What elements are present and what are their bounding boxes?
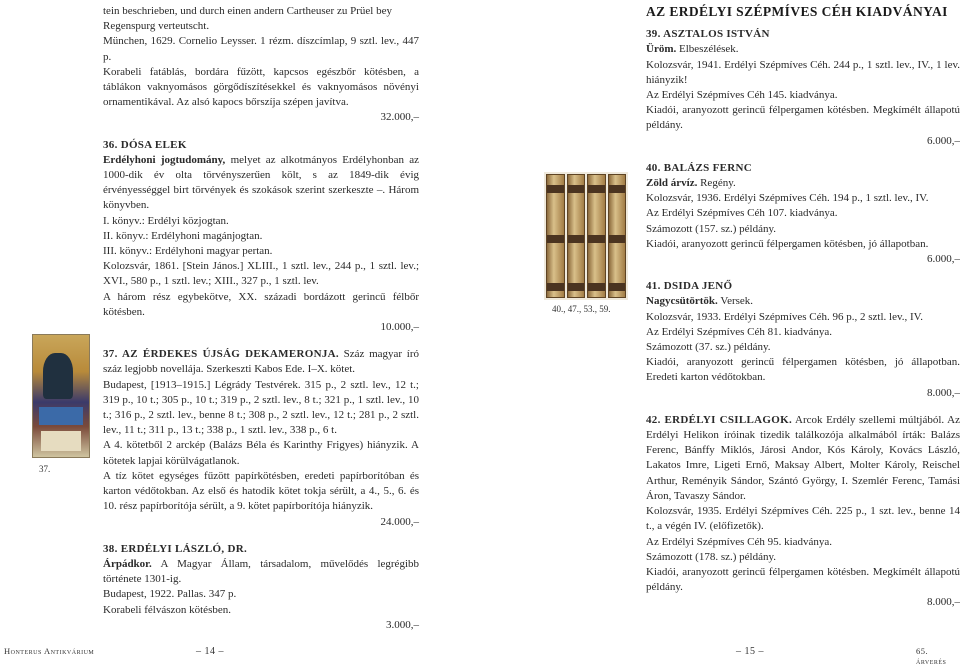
footer-auction: 65. árverés	[916, 646, 947, 666]
catalog-entry	[646, 413, 960, 611]
section-header: AZ ERDÉLYI SZÉPMÍVES CÉH KIADVÁNYAI	[646, 4, 948, 19]
entry-line: Budapest, [1913–1915.] Légrády Testvérek. 315 p., 2 sztl. lev., 12 t.; 319 p., 10 t.; 305 p., 10 t.; 319 p., 2 sztl. lev., 8 t.; 321 p., 1 sztl. lev., 10 t.; 316 p., 2 sztl. lev., benne 8 t.; 308 p., 2 sztl. lev., 12 t.; 281 p., 2 sztl. lev., 11 t.; 311 p., 13 t.; 338 p., 1 sztl. lev., 338 p., 6 t.	[103, 378, 419, 437]
entry-title: Nagycsütörtök.	[646, 295, 718, 308]
entry-line: III. könyv.: Erdélyhoni magyar pertan.	[103, 245, 273, 258]
footer-brand: Honterus Antikvárium	[4, 646, 95, 656]
entry-line: Számozott (37. sz.) példány.	[646, 341, 771, 354]
entry-line: Versek.	[720, 295, 754, 308]
entry-line: Az Erdélyi Szépmíves Céh 81. kiadványa.	[646, 325, 833, 338]
entry-line: Az Erdélyi Szépmíves Céh 95. kiadványa.	[646, 535, 833, 548]
entry-number: 38. ERDÉLYI LÁSZLÓ, DR.	[103, 542, 248, 555]
price: 6.000,–	[927, 253, 960, 266]
book-spine	[546, 174, 565, 298]
price: 3.000,–	[386, 618, 419, 631]
entry-title: Üröm.	[646, 43, 677, 56]
cover-band	[39, 407, 83, 425]
entry-line: Regény.	[700, 177, 736, 190]
intro-line: München, 1629. Cornelio Leysser. 1 rézm. díszcímlap, 9 sztl. lev., 447 p.	[103, 35, 419, 63]
entry-number: 41. DSIDA JENŐ	[646, 280, 733, 293]
books-photo	[544, 172, 628, 300]
price: 6.000,–	[927, 134, 960, 147]
intro-line: tein beschrieben, und durch einen andern Cartheuser zu Prüel bey	[103, 5, 392, 17]
intro-line: Regenspurg verteutscht.	[103, 20, 210, 33]
entry-line: A 4. kötetből 2 arckép (Balázs Béla és Karinthy Frigyes) hiányzik. A kötetek lapjai körülvágatlanok.	[103, 439, 419, 467]
right-column	[646, 4, 960, 611]
left-page	[0, 0, 480, 658]
entry-line: A három rész egybekötve, XX. századi bordázott gerincű félbőr kötésben.	[103, 290, 419, 318]
entry-line: Száz magyar író száz legjobb novellája. Szerkeszti Kabos Ede. I–X. kötet.	[103, 348, 419, 376]
left-column	[103, 4, 419, 633]
page-number: – 14 –	[196, 646, 224, 657]
entry-line: Számozott (157. sz.) példány.	[646, 222, 777, 235]
photo-caption: 37.	[39, 464, 51, 474]
catalog-entry	[646, 161, 960, 267]
catalog-entry	[646, 27, 960, 149]
catalog-entry	[646, 279, 960, 401]
entry-line: Kolozsvár, 1941. Erdélyi Szépmíves Céh. 244 p., 1 sztl. lev., IV., 1 lev. hiányzik!	[646, 58, 960, 86]
entry-number: 40. BALÁZS FERNC	[646, 161, 752, 174]
book-spine	[587, 174, 606, 298]
entry-number: 36. DÓSA ELEK	[103, 138, 187, 151]
intro-line: Korabeli fatáblás, bordára fűzött, kapcsos egészbőr kötésben, a táblákon vaknyomásos görgődíszítésekkel és vaknyomásos növényi ornamentikával. Az alsó kapocs bőrszíja szépen javítva.	[103, 65, 419, 109]
entry-number: 39. ASZTALOS ISTVÁN	[646, 28, 770, 41]
entry-line: Kiadói, aranyozott gerincű félpergamen kötésben, jó állapotban. Eredeti karton védőtokban.	[646, 356, 960, 384]
entry-line: Az Erdélyi Szépmíves Céh 107. kiadványa.	[646, 207, 838, 220]
book-cover-photo	[32, 334, 90, 458]
entry-number: 37. AZ ÉRDEKES ÚJSÁG DEKAMERONJA.	[103, 348, 339, 361]
price: 10.000,–	[380, 321, 419, 334]
price: 8.000,–	[927, 386, 960, 399]
entry-line: Kiadói, aranyozott gerincű félpergamen kötésben, jó állapotban.	[646, 237, 929, 250]
entry-line: Kolozsvár, 1861. [Stein János.] XLIII., 1 sztl. lev., 244 p., 1 sztl. lev.; XVI., 580 p., 1 sztl. lev.; XIII., 327 p., 1 sztl. lev.	[103, 260, 419, 288]
entry-line: A tíz kötet egységes fűzött papírkötésben, eredeti papírborítóban és karton védőtokban. Az első és hatodik kötet tokja sérült, a 4., 5., 6. és 10. rész papírborítója sérült, a 9. kötet papírborítója hiányzik.	[103, 469, 419, 513]
cover-title-area	[41, 431, 81, 451]
price: 8.000,–	[927, 596, 960, 609]
entry-line: Arcok Erdély szellemi múltjából. Az Erdélyi Helikon íróinak tizedik találkozója alkalmából írták: Balázs Ferenc, Bánffy Miklós, Járosi Andor, Kós Károly, Kovács László, Lakatos Imre, Ligeti Ernő, Maksay Albert, Molter Károly, Reischel Arthur, Reményik Sándor, Szántó György, I. Szemlér Ferenc, Tamási Áron, Tavaszy Sándor.	[646, 413, 960, 502]
catalog-entry	[103, 347, 419, 529]
book-spine	[567, 174, 586, 298]
entry-line: Számozott (178. sz.) példány.	[646, 550, 777, 563]
entry-line: I. könyv.: Erdélyi közjogtan.	[103, 214, 229, 227]
entry-line: Kolozsvár, 1936. Erdélyi Szépmíves Céh. 194 p., 1 sztl. lev., IV.	[646, 192, 929, 205]
entry-line: A Magyar Állam, társadalom, művelődés legrégibb története 1301-ig.	[103, 557, 419, 586]
photo-caption: 40., 47., 53., 59.	[552, 304, 611, 314]
entry-line: Budapest, 1922. Pallas. 347 p.	[103, 588, 237, 601]
catalog-entry	[103, 138, 419, 336]
catalog-entry	[103, 542, 419, 633]
entry-line: Az Erdélyi Szépmíves Céh 145. kiadványa.	[646, 89, 838, 102]
price: 24.000,–	[380, 515, 419, 528]
entry-line: II. könyv.: Erdélyhoni magánjogtan.	[103, 229, 263, 242]
entry-number: 42. ERDÉLYI CSILLAGOK.	[646, 413, 793, 426]
entry-line: Kolozsvár, 1935. Erdélyi Szépmíves Céh. 225 p., 1 szt. lev., benne 14 t., a végén IV. (előfizetők).	[646, 505, 960, 533]
entry-line: Korabeli félvászon kötésben.	[103, 603, 231, 616]
entry-title: Árpádkor.	[103, 557, 152, 570]
price: 32.000,–	[380, 111, 419, 124]
cover-figure	[43, 353, 73, 399]
entry-line: Kiadói, aranyozott gerincű félpergamen kötésben. Megkímélt állapotú példány.	[646, 104, 960, 132]
entry-line: Kiadói, aranyozott gerincű félpergamen kötésben. Megkímélt állapotú példány.	[646, 565, 960, 594]
entry-line: melyet az alkotmányos Erdélyhonban az 1000-dik év olta törvényszerűen költ, s az 1849-dik évig érvényességgel birt törvények és szokások szerint szerkeszte –. Három könyvben.	[103, 153, 419, 212]
entry-line: Elbeszélések.	[679, 43, 739, 56]
entry-line: Kolozsvár, 1933. Erdélyi Szépmíves Céh. 96 p., 2 sztl. lev., IV.	[646, 310, 923, 323]
entry-title: Zöld árvíz.	[646, 177, 698, 190]
page-number: – 15 –	[736, 646, 764, 657]
entry-title: Erdélyhoni jogtudomány,	[103, 153, 226, 166]
book-spine	[608, 174, 627, 298]
